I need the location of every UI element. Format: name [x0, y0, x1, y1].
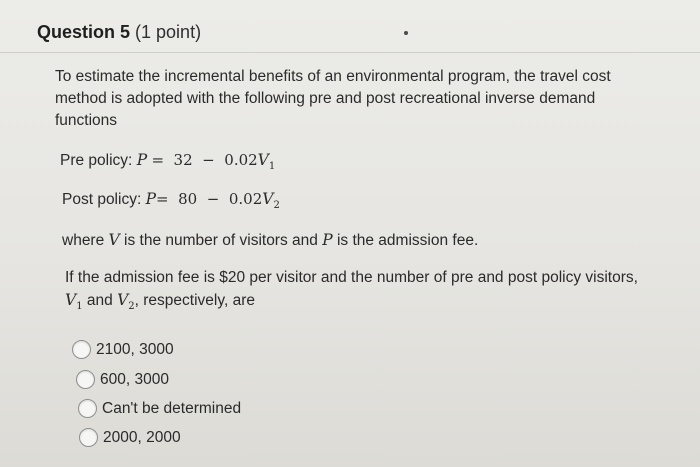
where-var-v: V [108, 231, 120, 249]
ask-var-v1: V [65, 291, 77, 309]
question-header [0, 0, 700, 53]
question-ask [65, 267, 645, 318]
post-policy-label: Post policy: [62, 191, 142, 208]
radio-button[interactable] [72, 340, 91, 359]
where-part2: is the number of visitors and [124, 232, 318, 249]
option-label: 2100, 3000 [96, 340, 174, 358]
option-3[interactable] [78, 399, 241, 418]
question-prompt: To estimate the incremental benefits of an environmental program, the travel cost method is adopted with the following pre and post recreational inverse demand functions [55, 68, 611, 129]
ask-var-v2: V [117, 291, 129, 309]
option-1[interactable] [72, 340, 174, 359]
option-2[interactable] [76, 370, 169, 389]
pre-policy-var: V [257, 151, 269, 169]
ask-line1: If the admission fee is $20 per visitor and the number of pre and post policy visitors, [65, 269, 638, 286]
question-points: (1 point) [135, 22, 202, 42]
ask-and: and [86, 292, 113, 309]
post-policy-equation [62, 190, 280, 211]
post-policy-rhs: = 80 − 0.02 [156, 190, 263, 208]
pre-policy-equation [60, 151, 275, 172]
question-number: Question 5 [37, 22, 131, 42]
option-label: 2000, 2000 [103, 428, 181, 446]
ask-rest: , respectively, are [134, 292, 255, 309]
option-label: Can't be determined [102, 399, 242, 417]
pre-policy-lhs: P [136, 151, 148, 169]
where-part3: is the admission fee. [336, 232, 479, 249]
pre-policy-label: Pre policy: [60, 152, 133, 169]
option-label: 600, 3000 [100, 370, 169, 388]
where-var-p: P [322, 231, 333, 249]
pre-policy-rhs: = 32 − 0.02 [151, 151, 258, 169]
option-4[interactable] [79, 428, 181, 447]
question-title [37, 22, 201, 43]
pre-policy-sub: 1 [268, 161, 276, 173]
where-definition [62, 231, 478, 250]
post-policy-lhs: P [145, 190, 157, 208]
where-part1: where [62, 232, 105, 249]
radio-button[interactable] [79, 428, 98, 447]
post-policy-var: V [262, 190, 274, 208]
ask-sub2: 2 [128, 301, 135, 313]
post-policy-sub: 2 [273, 200, 280, 212]
radio-button[interactable] [78, 399, 97, 418]
dot-marker [404, 31, 408, 35]
ask-sub1: 1 [76, 301, 83, 313]
radio-button[interactable] [76, 370, 95, 389]
